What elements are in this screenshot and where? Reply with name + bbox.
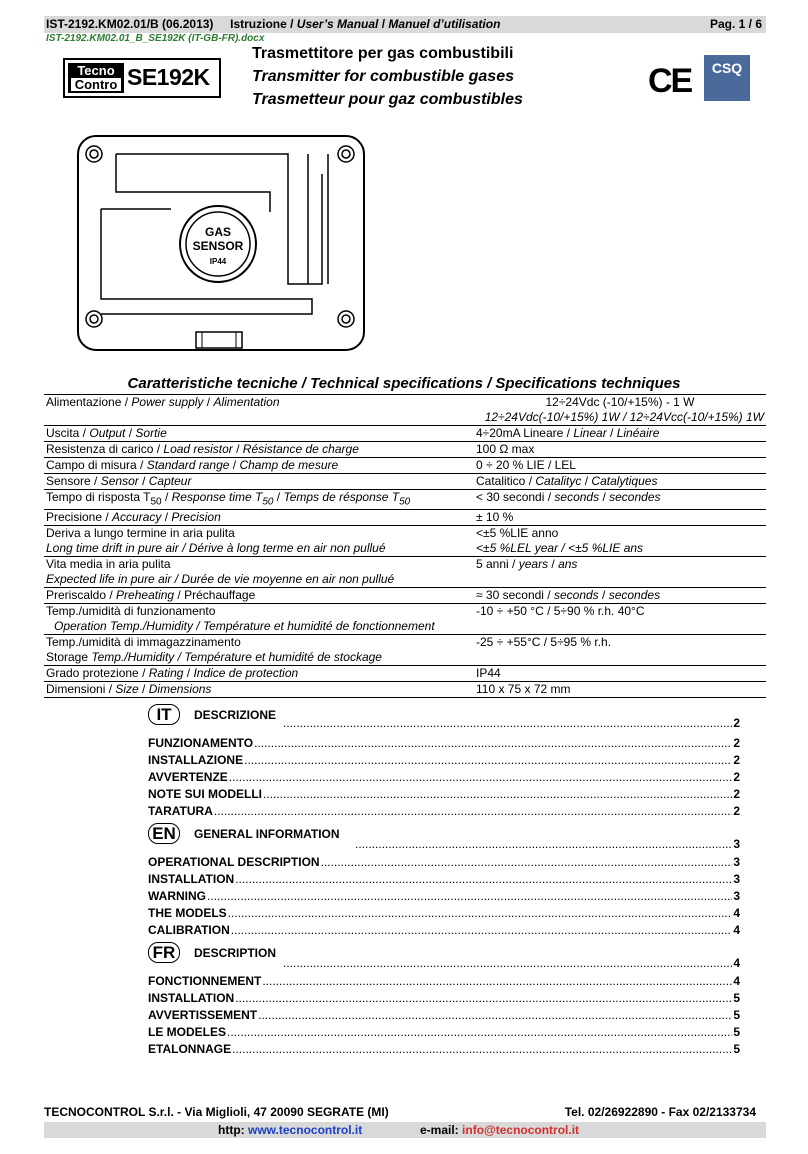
- toc-label: LE MODELES: [148, 1025, 227, 1039]
- toc-section-line[interactable]: [354, 837, 740, 854]
- spec-value: 0 ÷ 20 % LIE / LEL: [472, 458, 766, 474]
- toc-item[interactable]: [148, 855, 740, 872]
- spec-key: Temp./umidità di immagazzinamento: [46, 635, 241, 650]
- spec-key-en: Output: [89, 426, 126, 440]
- spec-key: Grado protezione: [46, 666, 139, 681]
- toc-item[interactable]: [148, 804, 740, 821]
- spec-key: Temp./umidità di funzionamento: [46, 604, 216, 619]
- table-row: [44, 526, 766, 557]
- toc-item[interactable]: [148, 872, 740, 889]
- lang-badge-en: EN: [148, 823, 180, 844]
- toc-label: INSTALLATION: [148, 991, 235, 1005]
- model-name: SE192K: [127, 64, 210, 90]
- doc-code: IST-2192.KM02.01/B (06.2013): [46, 17, 214, 31]
- spec-value-fr: Catalytiques: [591, 474, 658, 488]
- toc-page: 2: [733, 770, 740, 784]
- spec-key-fr: Résistance de charge: [242, 442, 359, 456]
- spec-key-en: Size: [115, 682, 139, 697]
- toc-page: 3: [733, 872, 740, 886]
- spec-value: ≈ 30 secondi: [476, 588, 544, 603]
- title-it: Trasmettitore per gas combustibili: [252, 45, 514, 62]
- toc-item[interactable]: [148, 991, 740, 1008]
- toc-label: OPERATIONAL DESCRIPTION: [148, 855, 320, 869]
- toc-label: TARATURA: [148, 804, 213, 818]
- spec-key: Campo di misura: [46, 458, 137, 472]
- toc-page: 5: [733, 1008, 740, 1022]
- spec-value: Catalitico: [476, 474, 526, 488]
- spec-value-fr: Linéaire: [616, 426, 660, 440]
- toc-label: WARNING: [148, 889, 206, 903]
- spec-key: Alimentazione: [46, 395, 122, 409]
- toc-page: 4: [733, 956, 740, 970]
- spec-value-fr: secondes: [608, 588, 661, 603]
- toc-page: 4: [733, 974, 740, 988]
- page-number: Pag. 1 / 6: [709, 17, 762, 31]
- spec-key-en: Accuracy: [112, 510, 162, 525]
- toc-page: 5: [733, 1025, 740, 1039]
- toc-page: 2: [733, 753, 740, 767]
- table-row: Grado protezione / Rating / Indice de protection IP44: [44, 666, 766, 682]
- spec-value-en: seconds: [553, 588, 599, 603]
- spec-key-en: Sensor: [100, 474, 139, 488]
- page-header: [44, 16, 766, 33]
- http-label: http:: [218, 1123, 245, 1137]
- spec-key-2: Operation Temp./Humidity / Température et humidité de fonctionnement: [54, 619, 435, 634]
- lang-badge-fr: FR: [148, 942, 180, 963]
- spec-value-en: Linear: [573, 426, 607, 440]
- toc-page: 2: [733, 736, 740, 750]
- csq-label: CSQ: [711, 60, 743, 76]
- toc-item[interactable]: [148, 974, 740, 991]
- table-row: [44, 635, 766, 666]
- table-row: [44, 604, 766, 635]
- spec-key-fr: Capteur: [148, 474, 192, 488]
- spec-key: Dimensioni: [46, 682, 106, 697]
- logo-line2: Contro: [71, 78, 121, 91]
- toc-section-line[interactable]: [282, 956, 740, 973]
- table-row: Resistenza di carico / Load resistor / Résistance de charge 100 Ω max: [44, 442, 766, 458]
- spec-sub-fr: 50: [399, 496, 411, 508]
- tecnocontrol-logo: [63, 58, 221, 98]
- header-users-manual: User’s Manual: [296, 17, 379, 31]
- spec-key-2: Long time drift in pure air / Dérive à long terme en air non pullué: [46, 541, 386, 556]
- spec-value-en: years: [518, 557, 549, 572]
- toc-label: FUNZIONAMENTO: [148, 736, 254, 750]
- spec-key-fr: Alimentation: [213, 395, 280, 409]
- spec-key-2: Temp./Humidity / Température et humidité de stockage: [91, 650, 382, 665]
- toc-item[interactable]: [148, 906, 740, 923]
- toc-section-line[interactable]: [282, 716, 740, 733]
- spec-key: Resistenza di carico: [46, 442, 154, 456]
- title-en: Transmitter for combustible gases: [252, 68, 514, 85]
- toc-label: INSTALLATION: [148, 872, 235, 886]
- table-of-contents: [148, 702, 740, 1059]
- toc-page: 5: [733, 991, 740, 1005]
- footer-company: [44, 1105, 766, 1119]
- csq-mark: [704, 55, 750, 101]
- table-row: Dimensioni / Size / Dimensions 110 x 75 x 72 mm: [44, 682, 766, 698]
- logo-line1: Tecno: [77, 63, 115, 78]
- spec-key: Tempo di risposta T: [46, 490, 151, 504]
- spec-key-2: Expected life in pure air / Durée de vie moyenne en air non pullué: [46, 572, 395, 587]
- spec-sub-en: 50: [262, 496, 274, 508]
- spec-value: 100 Ω max: [472, 442, 766, 458]
- header-istruzione: Istruzione: [230, 17, 287, 31]
- spec-key-fr: Precision: [171, 510, 221, 525]
- cable-gland: [196, 332, 242, 348]
- spec-key-en: Load resistor: [163, 442, 233, 456]
- lang-badge-it: IT: [148, 704, 180, 725]
- toc-page: 4: [733, 906, 740, 920]
- spec-table: [44, 394, 766, 698]
- header-sep-2: /: [378, 17, 389, 31]
- toc-section-title: DESCRIZIONE: [194, 708, 277, 722]
- spec-key-fr: Temps de résponse T: [283, 490, 400, 504]
- footer-contacts: [44, 1122, 766, 1138]
- toc-page: 3: [733, 889, 740, 903]
- spec-value: -25 ÷ +55°C / 5÷95 % r.h.: [472, 635, 766, 666]
- spec-value-fr: secondes: [609, 490, 661, 504]
- spec-key-2a: Storage: [46, 650, 89, 665]
- sensor-label-ip: IP44: [209, 257, 227, 266]
- toc-item[interactable]: [148, 923, 740, 940]
- toc-section-it: [148, 702, 740, 736]
- toc-label: NOTE SUI MODELLI: [148, 787, 262, 801]
- spec-key-en: Power supply: [131, 395, 204, 409]
- spec-key-fr: Dimensions: [148, 682, 212, 697]
- spec-key-en: Standard range: [146, 458, 230, 472]
- table-row: Sensore / Sensor / Capteur Catalitico / Catalityc / Catalytiques: [44, 474, 766, 490]
- file-name: IST-2192.KM02.01_B_SE192K (IT-GB-FR).docx: [46, 33, 265, 44]
- toc-item[interactable]: [148, 889, 740, 906]
- toc-page: 3: [733, 837, 740, 851]
- toc-item[interactable]: [148, 1042, 740, 1059]
- spec-title: Caratteristiche tecniche / Technical specifications / Specifications techniques: [127, 375, 681, 392]
- spec-key: Precisione: [46, 510, 103, 525]
- table-row: Alimentazione / Power supply / Alimentation 12÷24Vdc (-10/+15%) - 1 W 12÷24Vdc(-10/+15%) 1W / 12÷24Vcc(-10/+15%) 1W: [46, 395, 764, 424]
- spec-value: 4÷20mA Lineare: [476, 426, 564, 440]
- toc-item[interactable]: [148, 753, 740, 770]
- spec-key-fr: Indice de protection: [193, 666, 299, 681]
- table-row: Campo di misura / Standard range / Champ de mesure 0 ÷ 20 % LIE / LEL: [44, 458, 766, 474]
- toc-section-fr: [148, 940, 740, 974]
- toc-page: 4: [733, 923, 740, 937]
- toc-section-en: [148, 821, 740, 855]
- title-fr: Trasmetteur pour gaz combustibles: [252, 91, 523, 108]
- table-row: Precisione / Accuracy / Precision ± 10 %: [44, 510, 766, 526]
- spec-key-fr: Préchauffage: [184, 588, 256, 603]
- toc-label: INSTALLAZIONE: [148, 753, 244, 767]
- spec-value-en: Catalityc: [535, 474, 582, 488]
- spec-key-fr: Sortie: [135, 426, 167, 440]
- toc-label: FONCTIONNEMENT: [148, 974, 262, 988]
- spec-key: Sensore: [46, 474, 91, 488]
- spec-key: Uscita: [46, 426, 80, 440]
- logo-mark: [68, 63, 124, 93]
- spec-key-en: Rating: [148, 666, 184, 681]
- spec-value: ± 10 %: [472, 510, 766, 526]
- toc-page: 3: [733, 855, 740, 869]
- spec-value: < 30 secondi: [476, 490, 545, 504]
- spec-value: 12÷24Vdc (-10/+15%) - 1 W: [545, 395, 695, 409]
- toc-page: 5: [733, 1042, 740, 1056]
- table-row: Preriscaldo / Preheating / Préchauffage ≈ 30 secondi / seconds / secondes: [44, 588, 766, 604]
- web-link-group: [218, 1123, 362, 1137]
- toc-item[interactable]: [148, 736, 740, 753]
- spec-sub: 50: [150, 496, 162, 508]
- ce-mark: CE: [648, 62, 692, 100]
- web-link[interactable]: www.tecnocontrol.it: [248, 1123, 363, 1137]
- toc-item[interactable]: [148, 787, 740, 804]
- spec-value: -10 ÷ +50 °C / 5÷90 % r.h. 40°C: [472, 604, 766, 635]
- spec-value-2: <±5 %LEL year / <±5 %LIE ans: [476, 541, 644, 556]
- spec-key: Preriscaldo: [46, 588, 107, 603]
- toc-page: 2: [733, 804, 740, 818]
- spec-key-en: Response time T: [171, 490, 263, 504]
- header-manuel: Manuel d’utilisation: [388, 17, 501, 31]
- spec-key: Deriva a lungo termine in aria pulita: [46, 526, 235, 541]
- spec-value-fr: ans: [558, 557, 578, 572]
- toc-item[interactable]: [148, 770, 740, 787]
- table-row: Tempo di risposta $T_{50}$ / Response time $T_{50}$ / Temps de résponse $T_{50}$ < 30 secondi / seconds / secondes: [44, 490, 766, 510]
- spec-value: 5 anni: [476, 557, 509, 572]
- spec-value-2: 12÷24Vdc(-10/+15%) 1W / 12÷24Vcc(-10/+15%) 1W: [484, 410, 764, 424]
- toc-label: ETALONNAGE: [148, 1042, 232, 1056]
- toc-section-title: DESCRIPTION: [194, 946, 277, 960]
- sensor-label-gas: GAS: [204, 225, 232, 239]
- spec-key-en: Preheating: [116, 588, 175, 603]
- spec-value: IP44: [472, 666, 766, 682]
- spec-value: <±5 %LIE anno: [476, 526, 559, 541]
- spec-value-en: seconds: [554, 490, 600, 504]
- toc-page: 2: [733, 787, 740, 801]
- toc-label: THE MODELS: [148, 906, 227, 920]
- toc-label: AVVERTENZE: [148, 770, 228, 784]
- toc-section-title: GENERAL INFORMATION: [194, 827, 340, 841]
- email-label: e-mail:: [420, 1123, 459, 1137]
- email-link[interactable]: info@tecnocontrol.it: [462, 1123, 580, 1137]
- toc-label: AVVERTISSEMENT: [148, 1008, 258, 1022]
- spec-key-fr: Champ de mesure: [239, 458, 339, 472]
- device-drawing: [76, 134, 366, 354]
- table-row: Vita media in aria pulita Expected life in pure air / Durée de vie moyenne en air non pullué 5 anni / years / ans: [44, 557, 766, 588]
- header-doc-line: [46, 17, 500, 31]
- toc-page: 2: [733, 716, 740, 730]
- spec-key: Vita media in aria pulita: [46, 557, 171, 572]
- header-sep: /: [286, 17, 297, 31]
- toc-item[interactable]: [148, 1008, 740, 1025]
- spec-value: 110 x 75 x 72 mm: [472, 682, 766, 698]
- table-row: Uscita / Output / Sortie 4÷20mA Lineare / Linear / Linéaire: [44, 426, 766, 442]
- company-address: TECNOCONTROL S.r.l. - Via Miglioli, 47 20090 SEGRATE (MI): [44, 1105, 389, 1119]
- email-group: [420, 1123, 579, 1137]
- toc-item[interactable]: [148, 1025, 740, 1042]
- toc-label: CALIBRATION: [148, 923, 230, 937]
- phone-fax: Tel. 02/26922890 - Fax 02/2133734: [564, 1105, 756, 1119]
- sensor-label-sensor: SENSOR: [192, 239, 244, 253]
